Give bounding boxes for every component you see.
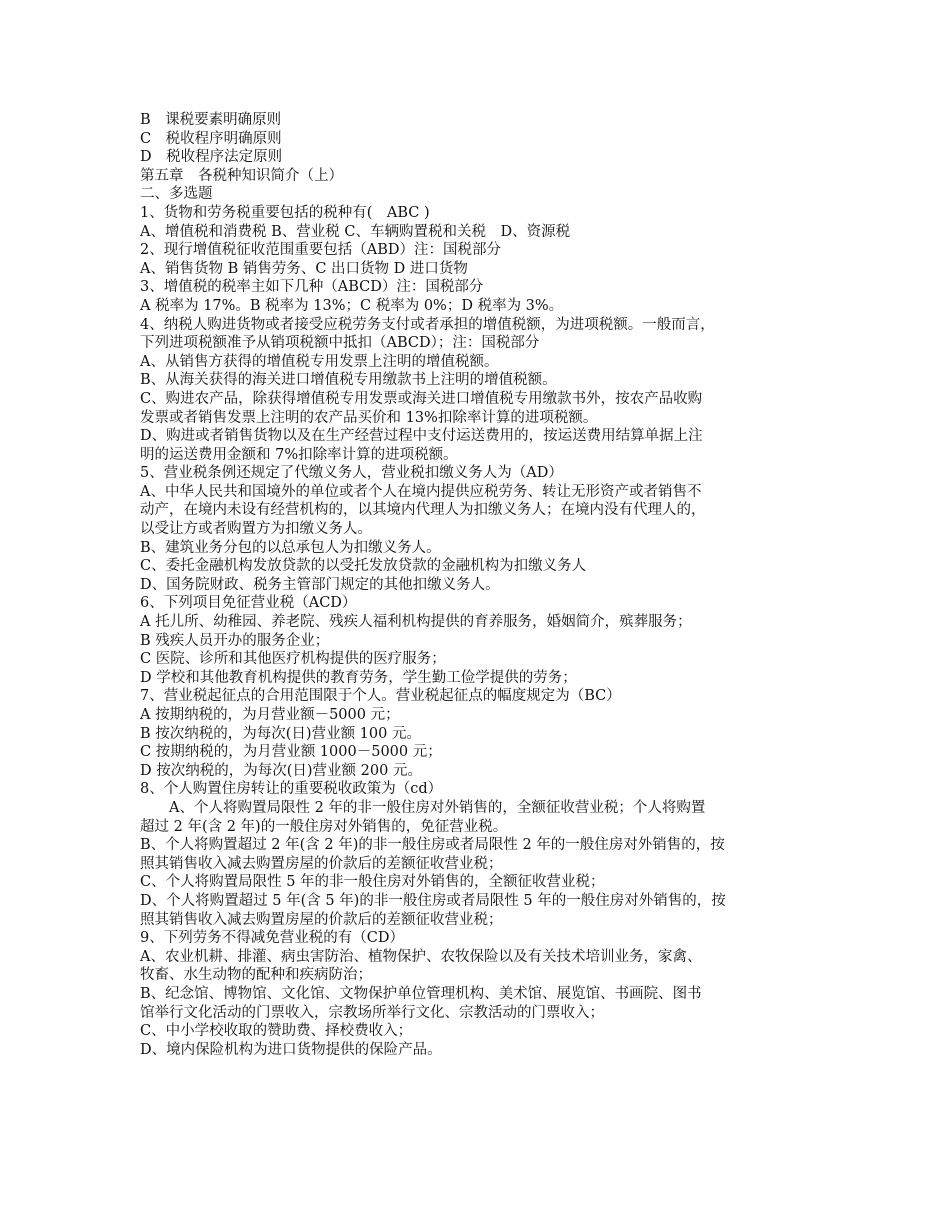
text-line: B 课税要素明确原则 — [140, 112, 282, 128]
text-line: D 税收程序法定原则 — [140, 149, 283, 166]
text-line: D、购进或者销售货物以及在生产经营过程中支付运送费用的，按运送费用结算单据上注 — [140, 428, 703, 445]
text-line: B、纪念馆、博物馆、文化馆、文物保护单位管理机构、美术馆、展览馆、书画院、图书 — [140, 985, 702, 1002]
text-line: A 税率为 17%。B 税率为 13%；C 税率为 0%；D 税率为 3%。 — [140, 297, 564, 314]
text-line: D 按次纳税的，为每次(日)营业额 200 元。 — [140, 762, 422, 779]
text-line: 动产，在境内未设有经营机构的，以其境内代理人为扣缴义务人；在境内没有代理人的， — [140, 502, 706, 519]
text-line: C、个人将购置局限性 5 年的非一般住房对外销售的，全额征收营业税； — [140, 874, 605, 891]
text-line: A、中华人民共和国境外的单位或者个人在境内提供应税劳务、转让无形资产或者销售不 — [140, 483, 702, 500]
text-line: B、从海关获得的海关进口增值税专用缴款书上注明的增值税额。 — [140, 372, 557, 389]
section-heading: 二、多选题 — [140, 186, 213, 203]
question-6: 6、下列项目免征营业税（ACD） — [140, 595, 357, 612]
text-line: B、建筑业务分包的以总承包人为扣缴义务人。 — [140, 539, 441, 556]
text-line: D、境内保险机构为进口货物提供的保险产品。 — [140, 1041, 442, 1058]
text-line: A、增值税和消费税 B、营业税 C、车辆购置税和关税 D、资源税 — [140, 223, 571, 240]
text-line: D、国务院财政、税务主管部门规定的其他扣缴义务人。 — [140, 576, 500, 593]
question-1: 1、货物和劳务税重要包括的税种有( ABC ) — [140, 204, 430, 221]
text-line: 下列进项税额准予从销项税额中抵扣（ABCD）；注：国税部分 — [140, 335, 540, 352]
question-8: 8、个人购置住房转让的重要税收政策为（cd） — [140, 781, 443, 798]
text-line: 发票或者销售发票上注明的农产品买价和 13%扣除率计算的进项税额。 — [140, 409, 598, 426]
text-line: D 学校和其他教育机构提供的教育劳务，学生勤工俭学提供的劳务； — [140, 669, 577, 686]
text-line: B 按次纳税的，为每次(日)营业额 100 元。 — [140, 725, 421, 742]
text-line: A 按期纳税的，为月营业额－5000 元； — [140, 707, 400, 723]
text-line: 馆举行文化活动的门票收入，宗教场所举行文化、宗教活动的门票收入； — [140, 1004, 604, 1021]
chapter-heading: 第五章 各税种知识简介（上） — [140, 167, 343, 184]
text-line: 照其销售收入减去购置房屋的价款后的差额征收营业税； — [140, 911, 503, 928]
text-line: C 税收程序明确原则 — [140, 130, 282, 147]
text-line: C、中小学校收取的赞助费、择校费收入； — [140, 1023, 413, 1040]
text-line: 照其销售收入减去购置房屋的价款后的差额征收营业税； — [140, 855, 503, 872]
question-4: 4、纳税人购进货物或者接受应税劳务支付或者承担的增值税额，为进项税额。一般而言， — [140, 316, 715, 333]
question-2: 2、现行增值税征收范围重要包括（ABD）注：国税部分 — [140, 242, 501, 259]
text-line: C、购进农产品，除获得增值税专用发票或海关进口增值税专用缴款书外，按农产品收购 — [140, 390, 703, 407]
text-line: A 托儿所、幼稚园、养老院、残疾人福利机构提供的育养服务，婚姻简介，殡葬服务； — [140, 614, 692, 631]
text-line: A、个人将购置局限性 2 年的非一般住房对外销售的，全额征收营业税；个人将购置 — [140, 799, 706, 816]
question-9: 9、下列劳务不得减免营业税的有（CD） — [140, 930, 404, 947]
question-3: 3、增值税的税率主如下几种（ABCD）注：国税部分 — [140, 279, 484, 296]
text-line: 以受让方或者购置方为扣缴义务人。 — [140, 521, 372, 538]
question-7: 7、营业税起征点的合用范围限于个人。营业税起征点的幅度规定为（BC） — [140, 688, 621, 705]
text-line: C、委托金融机构发放贷款的以受托发放贷款的金融机构为扣缴义务人 — [140, 558, 587, 575]
text-line: B 残疾人员开办的服务企业； — [140, 632, 330, 649]
question-5: 5、营业税条例还规定了代缴义务人，营业税扣缴义务人为（AD） — [140, 465, 563, 482]
text-line: D、个人将购置超过 5 年(含 5 年)的非一般住房或者局限性 5 年的一般住房对外销售的，按 — [140, 892, 726, 909]
text-line: C 按期纳税的，为月营业额 1000－5000 元； — [140, 744, 442, 761]
text-line: A、农业机耕、排灌、病虫害防治、植物保护、农牧保险以及有关技术培训业务，家禽、 — [140, 948, 702, 965]
document-page — [140, 111, 820, 1059]
text-line: A、销售货物 B 销售劳务、C 出口货物 D 进口货物 — [140, 260, 468, 277]
text-line: C 医院、诊所和其他医疗机构提供的医疗服务； — [140, 651, 446, 668]
text-line: 明的运送费用金额和 7%扣除率计算的进项税额。 — [140, 446, 458, 463]
text-line: B、个人将购置超过 2 年(含 2 年)的非一般住房或者局限性 2 年的一般住房对外销售的，按 — [140, 837, 725, 854]
text-line: 超过 2 年(含 2 年)的一般住房对外销售的，免征营业税。 — [140, 818, 508, 835]
text-line: 牧畜、水生动物的配种和疾病防治； — [140, 967, 372, 984]
text-line: A、从销售方获得的增值税专用发票上注明的增值税额。 — [140, 353, 499, 370]
